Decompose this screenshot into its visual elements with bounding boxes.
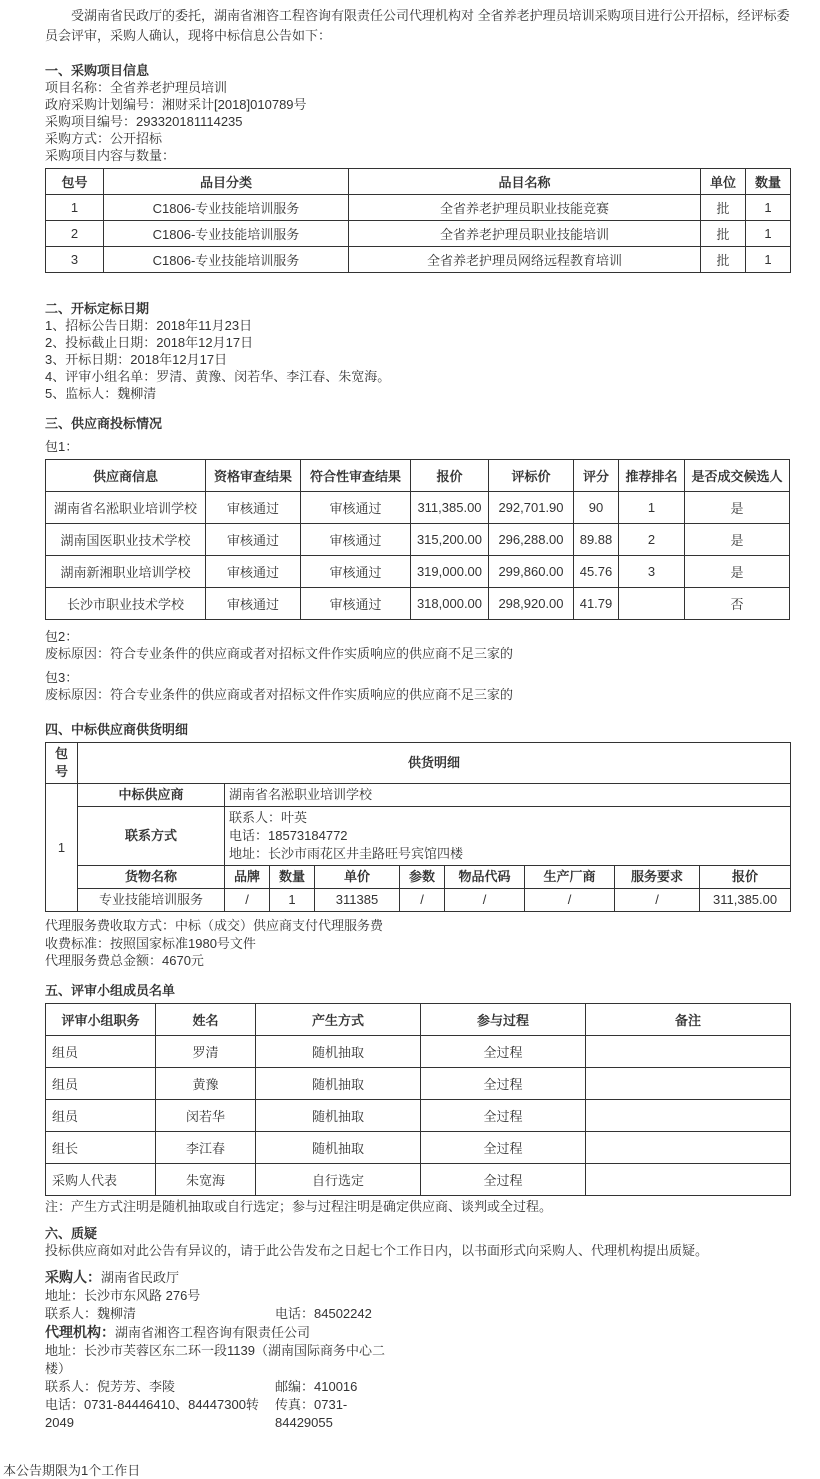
column-header: 品目名称 [349,169,701,195]
purchaser-label: 采购人： [45,1268,101,1285]
section-objection [45,1225,792,1259]
column-header: 物品代码 [445,866,525,889]
column-header: 资格审查结果 [206,460,301,492]
agency-fee-info [45,917,792,970]
intro-paragraph: 受湖南省民政厅的委托，湖南省湘咨工程咨询有限责任公司代理机构对 全省养老护理员培训采购项目进行公开招标，经评标委员会评审，采购人确认，现将中标信息公告如下： [45,8,790,43]
column-header: 报价 [700,866,791,889]
table-cell: 318,000.00 [411,588,489,620]
column-header: 报价 [411,460,489,492]
column-header: 符合性审查结果 [301,460,411,492]
column-header: 生产厂商 [525,866,615,889]
column-header: 评分 [574,460,619,492]
agency-label: 代理机构： [45,1323,115,1340]
table-row [46,492,790,524]
agency-contact-row [45,1378,792,1396]
column-header: 品牌 [225,866,270,889]
section5-title: 五、评审小组成员名单 [45,982,176,998]
fee-method: 代理服务费收取方式：中标（成交）供应商支付代理服务费 [45,918,384,933]
contact-phone: 电话：18573184772 [229,828,348,843]
table-cell: 罗清 [156,1035,256,1067]
table-row [46,1035,791,1067]
table-cell: 315,200.00 [411,524,489,556]
column-header: 参与过程 [421,1003,586,1035]
column-header: 评标价 [489,460,574,492]
column-header: 推荐排名 [619,460,685,492]
fee-total: 代理服务费总金额：4670元 [45,953,204,968]
package3-label: 包3： [45,669,79,685]
table-cell: 审核通过 [206,556,301,588]
table-cell: 全过程 [421,1131,586,1163]
contact-person: 联系人：叶英 [229,810,308,825]
table-cell: 采购人代表 [46,1163,156,1195]
fee-standard: 收费标准：按照国家标准1980号文件 [45,935,256,951]
package3-reason: 废标原因：符合专业条件的供应商或者对招标文件作实质响应的供应商不足三家的 [45,686,514,702]
announcement-period-footer: 本公告期限为1个工作日 [3,1462,141,1478]
column-header: 数量 [270,866,315,889]
table-cell: 全省养老护理员职业技能培训 [349,221,701,247]
table-cell: 319,000.00 [411,556,489,588]
contact-label: 联系方式 [78,807,225,866]
purchaser-contact-row [45,1305,792,1323]
table-cell: 全省养老护理员职业技能竞赛 [349,195,701,221]
plan-number: 政府采购计划编号：湘财采计[2018]010789号 [45,97,307,112]
agency-line [45,1323,792,1342]
table-row [46,247,791,273]
table-cell: 311385 [315,889,400,912]
section1-title: 一、采购项目信息 [45,63,150,78]
supply-table [45,742,791,912]
table-row [46,1131,791,1163]
table-cell [586,1035,791,1067]
table-cell: 朱宽海 [156,1163,256,1195]
table-cell: C1806-专业技能培训服务 [104,195,349,221]
table-cell: 全过程 [421,1067,586,1099]
table-cell: 全过程 [421,1163,586,1195]
column-header: 评审小组职务 [46,1003,156,1035]
table-row [46,807,791,866]
purchaser-address: 地址：长沙市东风路 276号 [45,1287,201,1303]
table-cell: 是 [685,524,790,556]
table-cell: 1 [46,195,104,221]
table-cell: 1 [619,492,685,524]
section-review-panel [45,982,792,1215]
table-cell: C1806-专业技能培训服务 [104,247,349,273]
section4-title: 四、中标供应商供货明细 [45,722,189,737]
purchaser-contact: 联系人：魏柳清 [45,1305,137,1321]
bids-table [45,459,790,620]
section-project-info [45,62,792,273]
table-row [46,588,790,620]
supervisor-name: 5、监标人：魏柳清 [45,386,157,401]
table-cell: 审核通过 [301,556,411,588]
table-cell: 自行选定 [256,1163,421,1195]
table-cell: 1 [746,247,791,273]
section-winner-detail [45,721,792,970]
column-header: 单价 [315,866,400,889]
table-cell: 李江春 [156,1131,256,1163]
column-header: 供货明细 [78,743,791,784]
table-cell: 审核通过 [206,524,301,556]
procurement-method: 采购方式：公开招标 [45,131,163,146]
table-cell: 批 [701,195,746,221]
deadline-date: 2、投标截止日期：2018年12月17日 [45,335,254,350]
column-header: 备注 [586,1003,791,1035]
table-cell: 1 [746,221,791,247]
objection-body: 投标供应商如对此公告有异议的，请于此公告发布之日起七个工作日内，以书面形式向采购人、代理机构提出质疑。 [45,1242,709,1258]
table-cell: 审核通过 [301,524,411,556]
table-cell: / [445,889,525,912]
table-cell: 全过程 [421,1099,586,1131]
table-cell: 1 [746,195,791,221]
package2-reason: 废标原因：符合专业条件的供应商或者对招标文件作实质响应的供应商不足三家的 [45,646,514,661]
table-header-row [46,169,791,195]
winner-value: 湖南省名淞职业培训学校 [225,784,791,807]
purchaser-name: 湖南省民政厅 [101,1269,180,1285]
table-cell: 组员 [46,1099,156,1131]
table-cell [586,1131,791,1163]
table-row [46,556,790,588]
column-header: 包号 [46,169,104,195]
column-header: 姓名 [156,1003,256,1035]
opening-date: 3、开标日期：2018年12月17日 [45,352,228,367]
contact-block [45,1268,792,1432]
table-row [46,524,790,556]
table-cell: 全省养老护理员网络远程教育培训 [349,247,701,273]
table-cell: / [615,889,700,912]
table-cell [586,1067,791,1099]
agency-postcode: 邮编：410016 [275,1378,358,1394]
table-cell: 随机抽取 [256,1131,421,1163]
announce-date: 1、招标公告日期：2018年11月23日 [45,318,253,333]
table-cell: 41.79 [574,588,619,620]
table-row [46,1163,791,1195]
table-cell: 湖南国医职业技术学校 [46,524,206,556]
contact-address: 地址：长沙市雨花区井圭路旺号宾馆四楼 [229,846,464,861]
table-cell: 296,288.00 [489,524,574,556]
column-header: 产生方式 [256,1003,421,1035]
table-header-row [46,460,790,492]
table-cell: 闵若华 [156,1099,256,1131]
package-number-cell: 1 [46,784,78,912]
package2-label: 包2： [45,629,79,644]
table-cell: 311,385.00 [700,889,791,912]
review-panel-names: 4、评审小组名单：罗清、黄豫、闵若华、李江春、朱宽海。 [45,369,391,384]
agency-address: 地址：长沙市芙蓉区东二环一段1139（湖南国际商务中心二楼） [45,1342,385,1376]
package1-label: 包1： [45,439,79,454]
table-row [46,784,791,807]
table-header-row [46,866,791,889]
table-cell: / [525,889,615,912]
table-cell: 89.88 [574,524,619,556]
table-cell: 292,701.90 [489,492,574,524]
table-cell: 298,920.00 [489,588,574,620]
table-cell: 311,385.00 [411,492,489,524]
table-cell: 长沙市职业技术学校 [46,588,206,620]
section-bid-dates [45,300,792,402]
table-cell: 随机抽取 [256,1035,421,1067]
table-cell: 组员 [46,1067,156,1099]
agency-fax: 传真：0731-84429055 [275,1396,348,1430]
table-header-row [46,1003,791,1035]
column-header: 服务要求 [615,866,700,889]
column-header: 品目分类 [104,169,349,195]
table-cell: 否 [685,588,790,620]
table-cell [586,1099,791,1131]
agency-name: 湖南省湘咨工程咨询有限责任公司 [115,1324,311,1340]
panel-table [45,1003,791,1196]
table-cell: 是 [685,556,790,588]
column-header: 货物名称 [78,866,225,889]
column-header: 单位 [701,169,746,195]
table-cell: 90 [574,492,619,524]
items-table [45,168,791,273]
section-supplier-bids [45,415,792,703]
table-cell: / [400,889,445,912]
column-header: 是否成交候选人 [685,460,790,492]
agency-phone-row [45,1396,792,1432]
table-cell: 45.76 [574,556,619,588]
table-cell: 2 [46,221,104,247]
table-row [46,195,791,221]
table-cell: 随机抽取 [256,1099,421,1131]
section2-title: 二、开标定标日期 [45,301,150,316]
project-number: 采购项目编号：293320181114235 [45,114,243,129]
table-cell: 湖南省名淞职业培训学校 [46,492,206,524]
content-quantity-label: 采购项目内容与数量： [45,148,176,163]
section6-title: 六、质疑 [45,1225,98,1241]
table-cell: 审核通过 [301,492,411,524]
table-cell: 批 [701,247,746,273]
table-cell [619,588,685,620]
table-cell: 组员 [46,1035,156,1067]
table-cell: 批 [701,221,746,247]
table-cell: 1 [270,889,315,912]
table-cell: 3 [46,247,104,273]
agency-phone: 电话：0731-84446410、84447300转2049 [45,1396,259,1430]
table-cell: 全过程 [421,1035,586,1067]
table-row [46,221,791,247]
table-cell: C1806-专业技能培训服务 [104,221,349,247]
column-header: 数量 [746,169,791,195]
table-cell [586,1163,791,1195]
table-cell: 审核通过 [206,588,301,620]
table-cell: 组长 [46,1131,156,1163]
table-cell: 审核通过 [301,588,411,620]
column-header: 参数 [400,866,445,889]
table-row [46,1067,791,1099]
table-cell: 2 [619,524,685,556]
table-cell: 审核通过 [206,492,301,524]
project-name: 项目名称：全省养老护理员培训 [45,80,228,95]
table-cell: 是 [685,492,790,524]
table-row [46,889,791,912]
column-header: 包号 [46,743,78,784]
panel-note: 注：产生方式注明是随机抽取或自行选定；参与过程注明是确定供应商、谈判或全过程。 [45,1198,553,1214]
table-header-row [46,743,791,784]
table-row [46,1099,791,1131]
purchaser-line [45,1268,792,1287]
agency-contact: 联系人：倪芳芳、李陵 [45,1378,176,1394]
table-cell: / [225,889,270,912]
table-cell: 专业技能培训服务 [78,889,225,912]
winner-label: 中标供应商 [78,784,225,807]
table-cell: 299,860.00 [489,556,574,588]
table-cell: 3 [619,556,685,588]
table-cell: 湖南新湘职业培训学校 [46,556,206,588]
table-cell: 黄豫 [156,1067,256,1099]
purchaser-phone: 电话：84502242 [275,1305,372,1321]
section3-title: 三、供应商投标情况 [45,416,163,431]
table-cell: 随机抽取 [256,1067,421,1099]
contact-info-cell [225,807,791,866]
column-header: 供应商信息 [46,460,206,492]
